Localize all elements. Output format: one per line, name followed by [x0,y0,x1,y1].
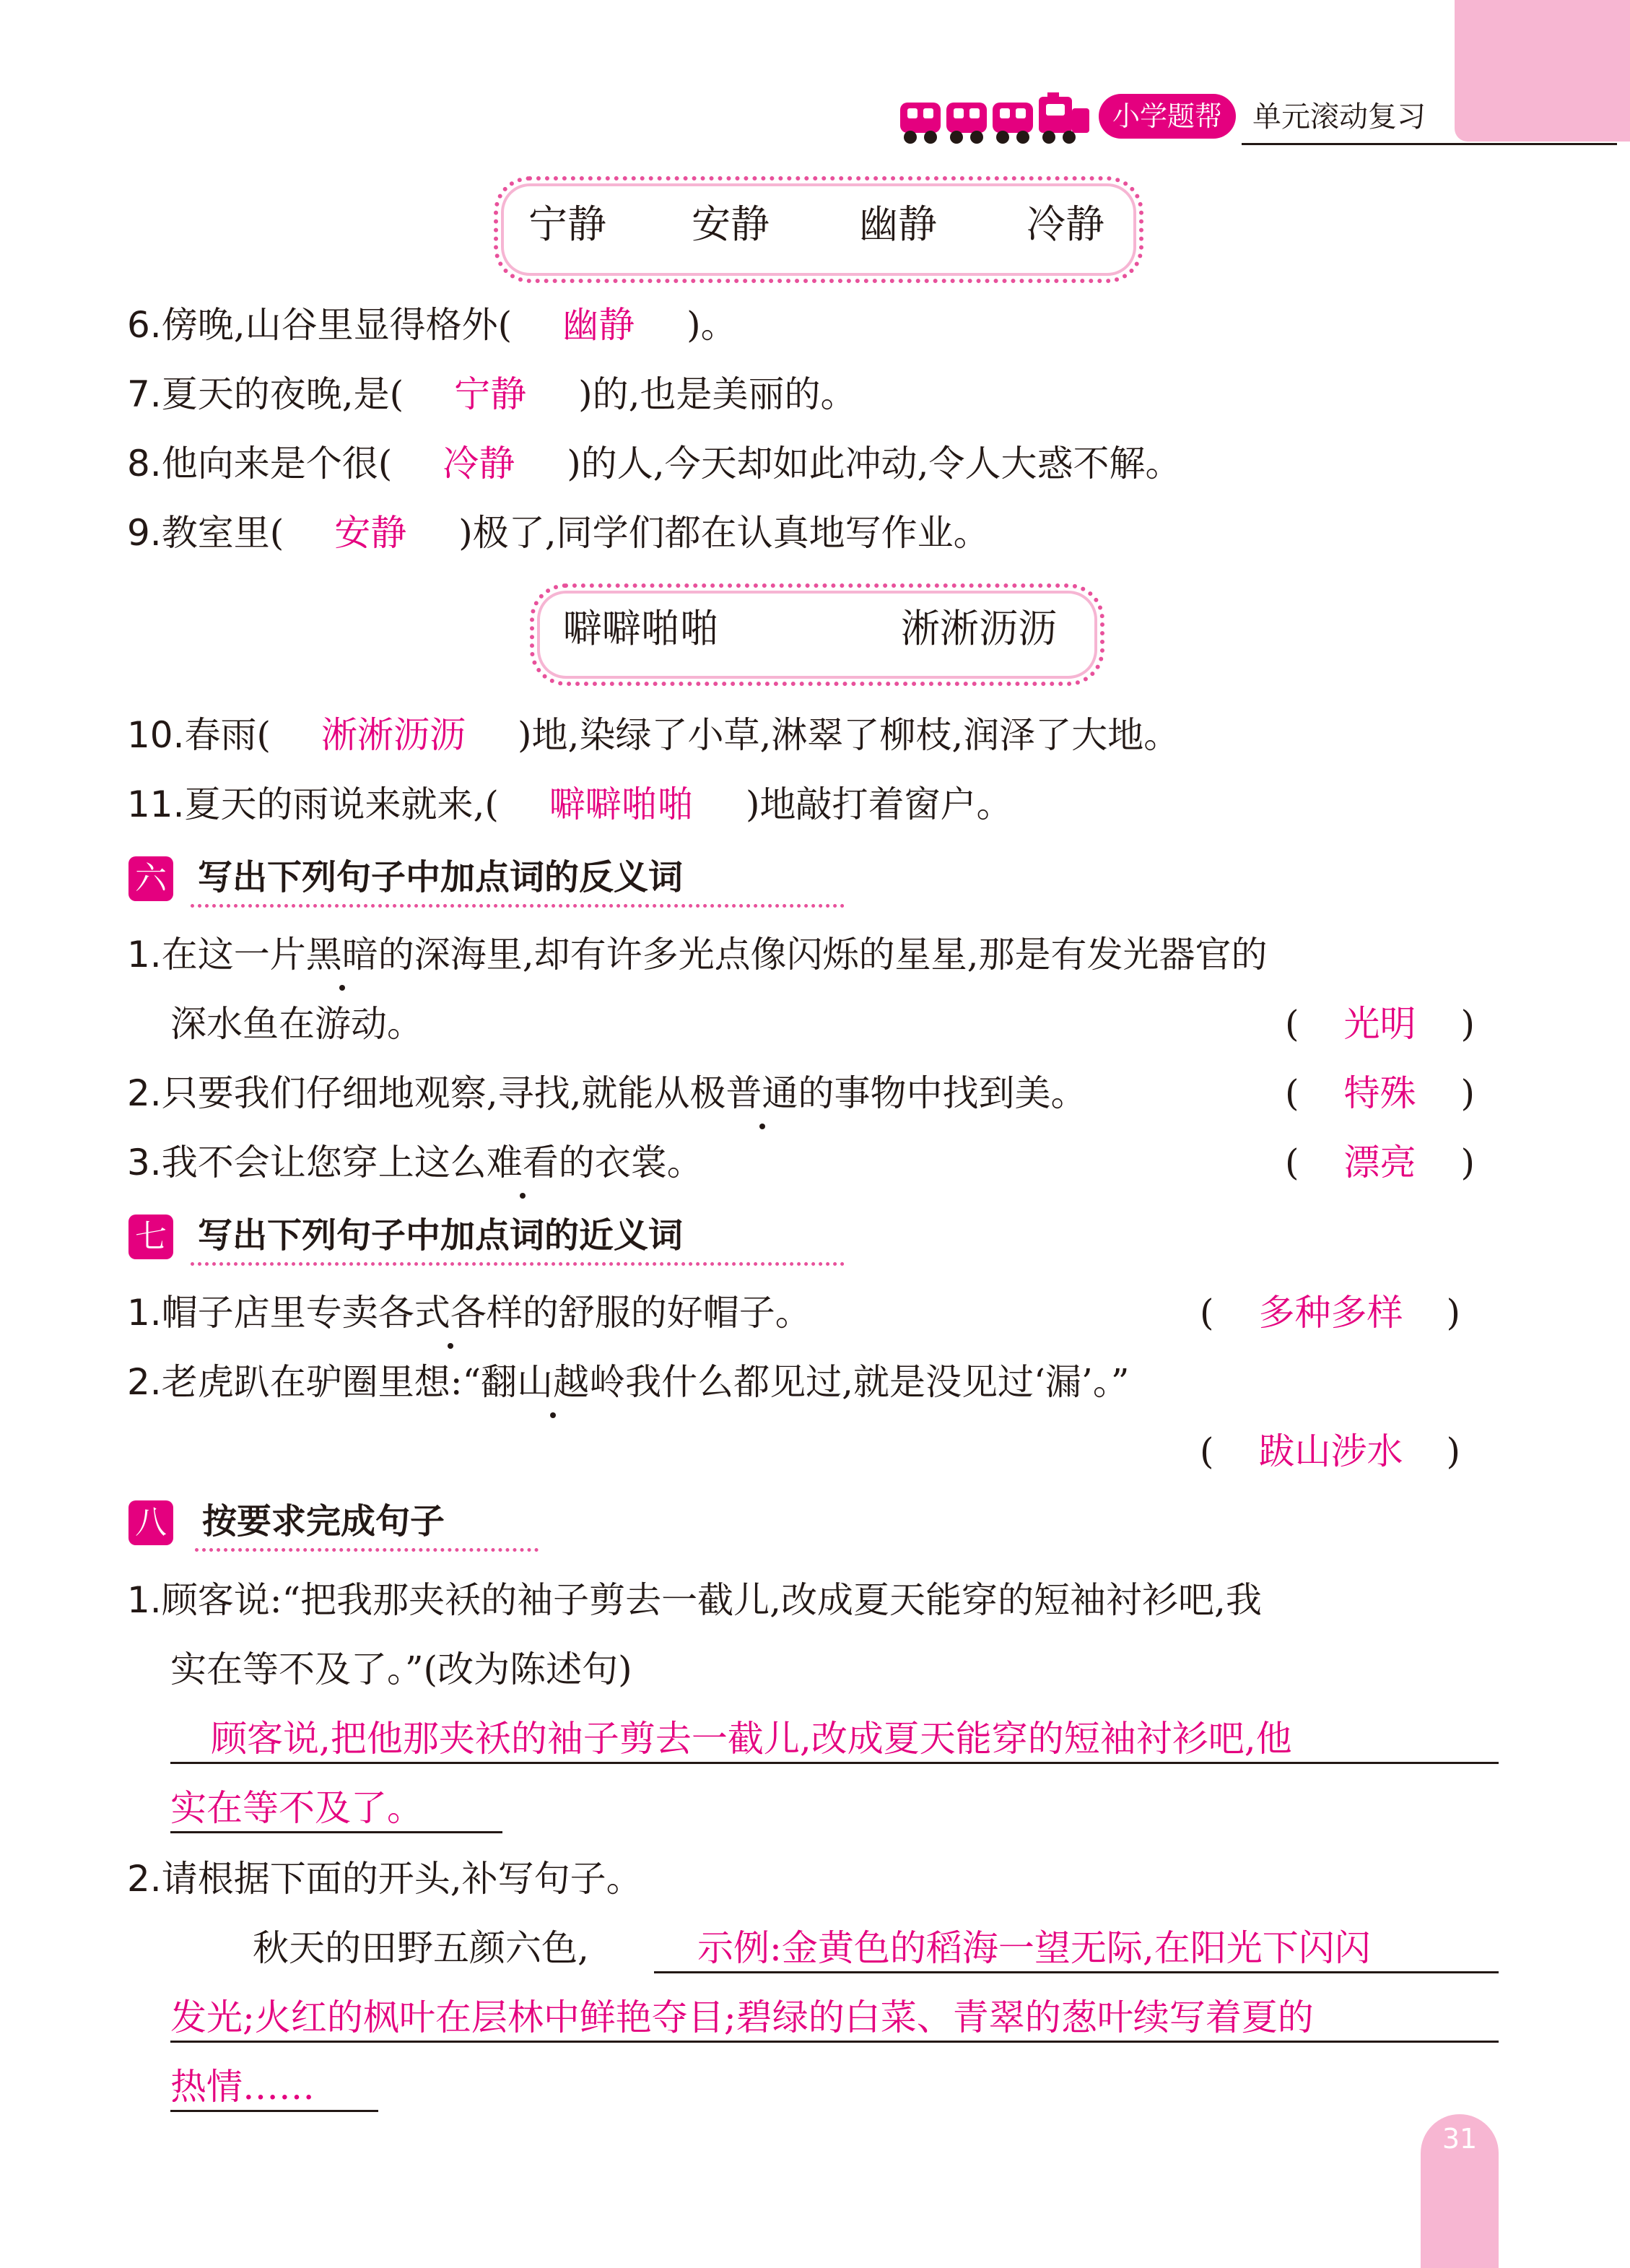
sec6-question-3: 3.我不会让您穿上这么难看的衣裳。 [127,1128,703,1197]
sec8-question-1-line2: 实在等不及了。”(改为陈述句) [170,1648,632,1690]
header-subtitle: 单元滚动复习 [1252,100,1426,134]
section-7-badge: 七 [128,1215,173,1259]
question-11: 11.夏天的雨说来就来,( 噼噼啪啪 )地敲打着窗户。 [127,770,1012,839]
answer-paren: ( 特殊 ) [1285,1059,1475,1128]
section-7-underline [191,1262,845,1266]
answer-line [170,1831,502,1833]
sec7-question-1: 1.帽子店里专卖各式各样的舒服的好帽子。 [127,1278,811,1347]
answer: 特殊 [1343,1072,1416,1114]
answer: 光明 [1343,1003,1416,1045]
word-box-2-word: 噼噼啪啪 [563,606,719,651]
word-box-1-word: 幽静 [859,201,937,247]
answer: 漂亮 [1343,1142,1416,1183]
answer-paren: ( 漂亮 ) [1285,1128,1475,1197]
section-6-badge: 六 [128,856,173,901]
answer: 跋山涉水 [1258,1430,1403,1472]
page-number: 31 [1442,2123,1478,2155]
question-7: 7.夏天的夜晚,是( 宁静 )的,也是美丽的。 [127,360,857,429]
question-8: 8.他向来是个很( 冷静 )的人,今天却如此冲动,令人大惑不解。 [127,429,1182,498]
emphasis-word: 各式各样 [378,1278,523,1347]
answer: 噼噼啪啪 [549,783,694,825]
section-6-underline [191,904,845,908]
sec8-answer-2-line3: 热情…… [170,2066,315,2108]
answer-paren: ( 光明 ) [1285,989,1475,1059]
emphasis-word: 难看 [487,1128,559,1197]
sec8-question-2-lead: 秋天的田野五颜六色, [253,1927,589,1969]
answer-paren: ( 多种多样 ) [1200,1278,1460,1347]
answer: 淅淅沥沥 [321,714,466,756]
emphasis-word: 翻山越岭 [481,1347,625,1417]
sec7-question-2: 2.老虎趴在驴圈里想:“翻山越岭我什么都见过,就是没见过‘漏’。” [127,1347,1129,1417]
sec6-question-2: 2.只要我们仔细地观察,寻找,就能从极普通的事物中找到美。 [127,1059,1087,1128]
sec8-answer-1-line2: 实在等不及了。 [170,1787,423,1829]
word-box-2-word: 淅淅沥沥 [901,606,1057,651]
answer: 安静 [334,512,407,554]
answer-line [170,2041,1499,2043]
header [895,85,1458,150]
sec8-answer-1-line1: 顾客说,把他那夹袄的袖子剪去一截儿,改成夏天能穿的短袖衬衫吧,他 [211,1718,1292,1760]
section-6-title: 写出下列句子中加点词的反义词 [198,857,684,898]
word-box-2 [530,583,1104,686]
answer-line [170,1762,1499,1764]
sec8-question-1: 1.顾客说:“把我那夹袄的袖子剪去一截儿,改成夏天能穿的短袖衬衫吧,我 [127,1579,1262,1621]
sec8-answer-2-line1: 示例:金黄色的稻海一望无际,在阳光下闪闪 [697,1927,1371,1969]
emphasis-word: 普通 [726,1059,798,1128]
question-9: 9.教室里( 安静 )极了,同学们都在认真地写作业。 [127,498,990,568]
answer-line [654,1971,1499,1973]
question-6: 6.傍晚,山谷里显得格外( 幽静 )。 [127,290,737,360]
answer: 冷静 [443,443,515,485]
answer-paren: ( 跋山涉水 ) [1200,1417,1460,1486]
answer: 宁静 [454,373,527,415]
sec6-question-1: 1.在这一片黑暗的深海里,却有许多光点像闪烁的星星,那是有发光器官的 [127,920,1268,989]
brand-label: 小学题帮 [1112,100,1222,132]
sec6-question-1-line2: 深水鱼在游动。 [170,1003,423,1045]
answer: 多种多样 [1258,1292,1403,1334]
sec8-answer-2-line2: 发光;火红的枫叶在层林中鲜艳夺目;碧绿的白菜、青翠的葱叶续写着夏的 [170,1997,1314,2038]
word-box-1-word: 宁静 [528,201,606,247]
section-8-underline [195,1548,539,1552]
sec8-question-2: 2.请根据下面的开头,补写句子。 [127,1858,642,1900]
header-rule [1242,143,1617,145]
corner-tab [1455,0,1630,142]
train-icon [899,92,1094,147]
answer-line [170,2110,378,2112]
word-box-1-word: 安静 [692,201,770,247]
section-8-badge: 八 [128,1500,173,1545]
word-box-1 [494,176,1143,283]
section-7-title: 写出下列句子中加点词的近义词 [198,1215,684,1256]
question-10: 10.春雨( 淅淅沥沥 )地,染绿了小草,淋翠了柳枝,润泽了大地。 [127,700,1180,770]
section-8-title: 按要求完成句子 [202,1501,445,1542]
emphasis-word: 黑暗 [306,920,378,989]
answer: 幽静 [562,304,635,346]
word-box-1-word: 冷静 [1027,201,1104,247]
